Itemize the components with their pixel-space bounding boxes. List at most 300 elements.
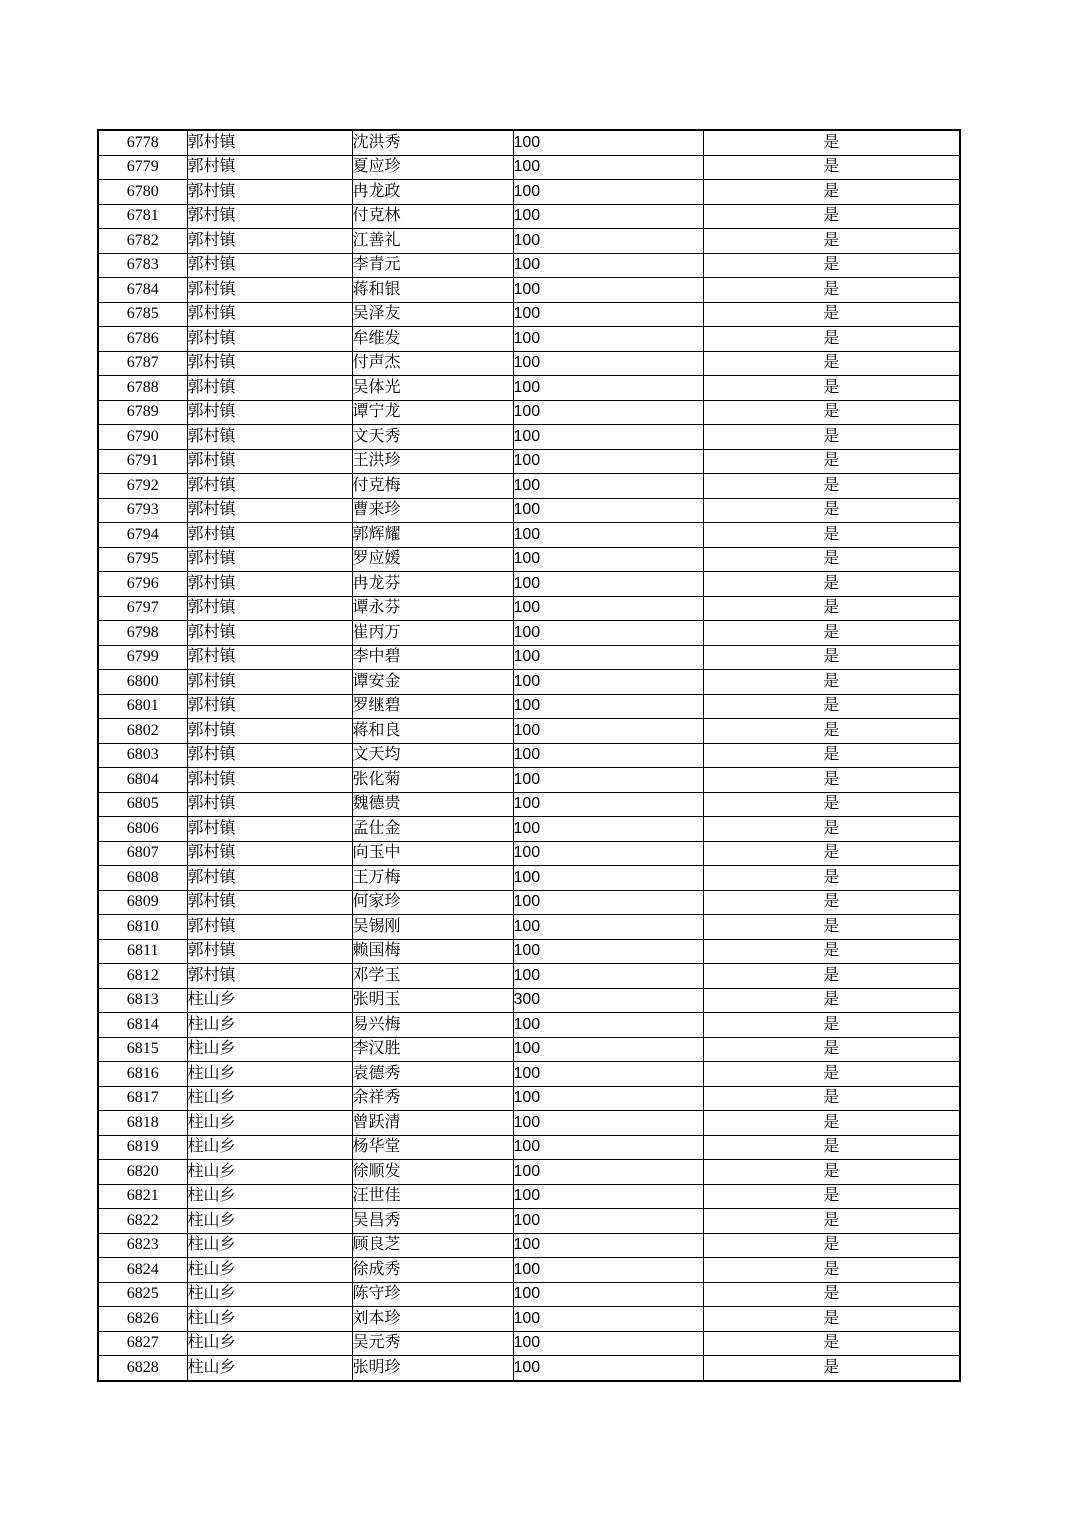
cell-amount: 100 <box>513 547 703 572</box>
cell-name: 张化菊 <box>352 768 513 793</box>
cell-amount: 100 <box>513 841 703 866</box>
cell-serial: 6819 <box>98 1135 187 1160</box>
cell-name: 谭安金 <box>352 670 513 695</box>
cell-township: 郭村镇 <box>187 302 352 327</box>
cell-name: 夏应珍 <box>352 155 513 180</box>
table-row <box>98 670 960 695</box>
cell-name: 付声杰 <box>352 351 513 376</box>
cell-amount: 100 <box>513 1282 703 1307</box>
cell-name: 罗应媛 <box>352 547 513 572</box>
cell-name: 易兴梅 <box>352 1013 513 1038</box>
cell-name: 谭宁龙 <box>352 400 513 425</box>
table-row <box>98 988 960 1013</box>
table-row <box>98 768 960 793</box>
cell-confirmed: 是 <box>703 1282 960 1307</box>
cell-name: 余祥秀 <box>352 1086 513 1111</box>
table-row <box>98 1135 960 1160</box>
cell-amount: 100 <box>513 1307 703 1332</box>
cell-township: 柱山乡 <box>187 1037 352 1062</box>
cell-serial: 6784 <box>98 278 187 303</box>
cell-township: 柱山乡 <box>187 1184 352 1209</box>
table-row <box>98 915 960 940</box>
cell-serial: 6786 <box>98 327 187 352</box>
cell-amount: 100 <box>513 327 703 352</box>
cell-serial: 6798 <box>98 621 187 646</box>
cell-township: 郭村镇 <box>187 572 352 597</box>
cell-township: 郭村镇 <box>187 449 352 474</box>
cell-amount: 100 <box>513 425 703 450</box>
cell-amount: 100 <box>513 400 703 425</box>
cell-name: 罗继碧 <box>352 694 513 719</box>
table-row <box>98 130 960 155</box>
table-row <box>98 376 960 401</box>
table-row <box>98 547 960 572</box>
cell-amount: 100 <box>513 1037 703 1062</box>
cell-confirmed: 是 <box>703 253 960 278</box>
cell-township: 郭村镇 <box>187 939 352 964</box>
cell-amount: 100 <box>513 180 703 205</box>
table-row <box>98 1282 960 1307</box>
table-row <box>98 596 960 621</box>
cell-confirmed: 是 <box>703 400 960 425</box>
table-row <box>98 743 960 768</box>
cell-confirmed: 是 <box>703 939 960 964</box>
table-row <box>98 1037 960 1062</box>
cell-confirmed: 是 <box>703 327 960 352</box>
cell-township: 柱山乡 <box>187 1307 352 1332</box>
table-row <box>98 939 960 964</box>
table-row <box>98 155 960 180</box>
table-body <box>98 130 960 1381</box>
table-row <box>98 817 960 842</box>
cell-name: 李汉胜 <box>352 1037 513 1062</box>
cell-name: 沈洪秀 <box>352 130 513 155</box>
table-row <box>98 204 960 229</box>
cell-township: 郭村镇 <box>187 915 352 940</box>
cell-serial: 6785 <box>98 302 187 327</box>
cell-name: 吴元秀 <box>352 1331 513 1356</box>
cell-name: 杨华堂 <box>352 1135 513 1160</box>
table-row <box>98 645 960 670</box>
table-row <box>98 719 960 744</box>
cell-confirmed: 是 <box>703 768 960 793</box>
cell-confirmed: 是 <box>703 376 960 401</box>
table-row <box>98 1233 960 1258</box>
cell-township: 郭村镇 <box>187 474 352 499</box>
cell-amount: 100 <box>513 645 703 670</box>
table-row <box>98 351 960 376</box>
cell-confirmed: 是 <box>703 204 960 229</box>
cell-confirmed: 是 <box>703 915 960 940</box>
cell-amount: 100 <box>513 1111 703 1136</box>
table-row <box>98 229 960 254</box>
cell-confirmed: 是 <box>703 130 960 155</box>
cell-township: 郭村镇 <box>187 694 352 719</box>
cell-township: 郭村镇 <box>187 547 352 572</box>
cell-amount: 100 <box>513 351 703 376</box>
cell-serial: 6792 <box>98 474 187 499</box>
cell-name: 曹来珍 <box>352 498 513 523</box>
cell-amount: 100 <box>513 719 703 744</box>
cell-township: 郭村镇 <box>187 596 352 621</box>
cell-serial: 6803 <box>98 743 187 768</box>
cell-serial: 6794 <box>98 523 187 548</box>
cell-confirmed: 是 <box>703 743 960 768</box>
cell-serial: 6797 <box>98 596 187 621</box>
table-row <box>98 278 960 303</box>
cell-name: 江善礼 <box>352 229 513 254</box>
cell-serial: 6788 <box>98 376 187 401</box>
cell-amount: 100 <box>513 1013 703 1038</box>
table-row <box>98 302 960 327</box>
cell-amount: 100 <box>513 1356 703 1381</box>
cell-serial: 6796 <box>98 572 187 597</box>
cell-name: 汪世佳 <box>352 1184 513 1209</box>
cell-confirmed: 是 <box>703 1086 960 1111</box>
cell-name: 李青元 <box>352 253 513 278</box>
table-row <box>98 523 960 548</box>
table-row <box>98 572 960 597</box>
cell-serial: 6814 <box>98 1013 187 1038</box>
table-row <box>98 694 960 719</box>
cell-name: 顾良芝 <box>352 1233 513 1258</box>
cell-serial: 6802 <box>98 719 187 744</box>
cell-confirmed: 是 <box>703 229 960 254</box>
cell-name: 魏德贵 <box>352 792 513 817</box>
cell-confirmed: 是 <box>703 547 960 572</box>
cell-amount: 100 <box>513 155 703 180</box>
table-row <box>98 1209 960 1234</box>
cell-confirmed: 是 <box>703 1013 960 1038</box>
cell-confirmed: 是 <box>703 1209 960 1234</box>
cell-township: 柱山乡 <box>187 1013 352 1038</box>
cell-name: 邓学玉 <box>352 964 513 989</box>
cell-amount: 100 <box>513 523 703 548</box>
cell-amount: 100 <box>513 1331 703 1356</box>
cell-serial: 6781 <box>98 204 187 229</box>
cell-name: 吴锡刚 <box>352 915 513 940</box>
cell-serial: 6824 <box>98 1258 187 1283</box>
cell-amount: 100 <box>513 915 703 940</box>
cell-name: 何家珍 <box>352 890 513 915</box>
cell-serial: 6779 <box>98 155 187 180</box>
cell-serial: 6782 <box>98 229 187 254</box>
cell-confirmed: 是 <box>703 1184 960 1209</box>
cell-serial: 6822 <box>98 1209 187 1234</box>
cell-confirmed: 是 <box>703 694 960 719</box>
cell-township: 郭村镇 <box>187 841 352 866</box>
cell-confirmed: 是 <box>703 155 960 180</box>
cell-serial: 6780 <box>98 180 187 205</box>
cell-township: 柱山乡 <box>187 1356 352 1381</box>
cell-confirmed: 是 <box>703 596 960 621</box>
cell-serial: 6808 <box>98 866 187 891</box>
cell-confirmed: 是 <box>703 670 960 695</box>
table-row <box>98 474 960 499</box>
cell-serial: 6801 <box>98 694 187 719</box>
cell-name: 郭辉耀 <box>352 523 513 548</box>
cell-confirmed: 是 <box>703 1111 960 1136</box>
cell-amount: 100 <box>513 1233 703 1258</box>
cell-township: 郭村镇 <box>187 719 352 744</box>
cell-serial: 6799 <box>98 645 187 670</box>
table-row <box>98 890 960 915</box>
cell-amount: 100 <box>513 1062 703 1087</box>
cell-amount: 100 <box>513 278 703 303</box>
cell-confirmed: 是 <box>703 866 960 891</box>
cell-township: 郭村镇 <box>187 130 352 155</box>
cell-township: 郭村镇 <box>187 180 352 205</box>
cell-serial: 6812 <box>98 964 187 989</box>
cell-township: 柱山乡 <box>187 1258 352 1283</box>
table-row <box>98 1258 960 1283</box>
cell-confirmed: 是 <box>703 841 960 866</box>
table-row <box>98 964 960 989</box>
table-row <box>98 400 960 425</box>
cell-serial: 6807 <box>98 841 187 866</box>
cell-amount: 100 <box>513 890 703 915</box>
table-row <box>98 1013 960 1038</box>
cell-township: 郭村镇 <box>187 376 352 401</box>
cell-name: 付克林 <box>352 204 513 229</box>
cell-confirmed: 是 <box>703 890 960 915</box>
cell-amount: 100 <box>513 1258 703 1283</box>
cell-confirmed: 是 <box>703 988 960 1013</box>
cell-confirmed: 是 <box>703 1258 960 1283</box>
cell-amount: 100 <box>513 229 703 254</box>
cell-name: 文天均 <box>352 743 513 768</box>
cell-confirmed: 是 <box>703 1233 960 1258</box>
table-row <box>98 425 960 450</box>
cell-name: 牟维发 <box>352 327 513 352</box>
table-row <box>98 253 960 278</box>
cell-amount: 100 <box>513 1184 703 1209</box>
table-row <box>98 1307 960 1332</box>
cell-township: 郭村镇 <box>187 523 352 548</box>
cell-serial: 6806 <box>98 817 187 842</box>
cell-serial: 6816 <box>98 1062 187 1087</box>
cell-township: 郭村镇 <box>187 229 352 254</box>
table-row <box>98 1062 960 1087</box>
cell-amount: 100 <box>513 302 703 327</box>
cell-name: 付克梅 <box>352 474 513 499</box>
cell-confirmed: 是 <box>703 1356 960 1381</box>
cell-township: 郭村镇 <box>187 670 352 695</box>
cell-amount: 100 <box>513 253 703 278</box>
cell-confirmed: 是 <box>703 621 960 646</box>
cell-name: 赖国梅 <box>352 939 513 964</box>
cell-confirmed: 是 <box>703 792 960 817</box>
cell-township: 郭村镇 <box>187 425 352 450</box>
cell-confirmed: 是 <box>703 351 960 376</box>
cell-confirmed: 是 <box>703 498 960 523</box>
table-row <box>98 841 960 866</box>
cell-confirmed: 是 <box>703 1160 960 1185</box>
cell-confirmed: 是 <box>703 645 960 670</box>
table-row <box>98 1356 960 1381</box>
cell-township: 郭村镇 <box>187 204 352 229</box>
cell-township: 柱山乡 <box>187 1135 352 1160</box>
cell-confirmed: 是 <box>703 278 960 303</box>
cell-name: 袁德秀 <box>352 1062 513 1087</box>
table-row <box>98 1331 960 1356</box>
cell-confirmed: 是 <box>703 1062 960 1087</box>
cell-township: 郭村镇 <box>187 866 352 891</box>
cell-serial: 6809 <box>98 890 187 915</box>
cell-confirmed: 是 <box>703 523 960 548</box>
cell-confirmed: 是 <box>703 719 960 744</box>
cell-name: 张明玉 <box>352 988 513 1013</box>
cell-name: 吴泽友 <box>352 302 513 327</box>
cell-serial: 6828 <box>98 1356 187 1381</box>
cell-confirmed: 是 <box>703 817 960 842</box>
cell-confirmed: 是 <box>703 572 960 597</box>
cell-amount: 100 <box>513 498 703 523</box>
cell-serial: 6791 <box>98 449 187 474</box>
cell-amount: 100 <box>513 1160 703 1185</box>
cell-name: 王洪珍 <box>352 449 513 474</box>
cell-serial: 6810 <box>98 915 187 940</box>
cell-name: 陈守珍 <box>352 1282 513 1307</box>
table-row <box>98 498 960 523</box>
cell-confirmed: 是 <box>703 1331 960 1356</box>
cell-township: 郭村镇 <box>187 400 352 425</box>
table-row <box>98 1086 960 1111</box>
cell-name: 向玉中 <box>352 841 513 866</box>
cell-name: 蒋和银 <box>352 278 513 303</box>
table-row <box>98 1160 960 1185</box>
cell-amount: 100 <box>513 621 703 646</box>
cell-confirmed: 是 <box>703 1307 960 1332</box>
cell-township: 柱山乡 <box>187 1160 352 1185</box>
cell-serial: 6811 <box>98 939 187 964</box>
cell-township: 柱山乡 <box>187 1086 352 1111</box>
cell-serial: 6795 <box>98 547 187 572</box>
cell-name: 刘本珍 <box>352 1307 513 1332</box>
cell-township: 柱山乡 <box>187 988 352 1013</box>
cell-township: 郭村镇 <box>187 964 352 989</box>
cell-township: 郭村镇 <box>187 498 352 523</box>
cell-confirmed: 是 <box>703 964 960 989</box>
cell-township: 郭村镇 <box>187 327 352 352</box>
cell-township: 郭村镇 <box>187 743 352 768</box>
cell-township: 柱山乡 <box>187 1111 352 1136</box>
cell-serial: 6800 <box>98 670 187 695</box>
table-row <box>98 327 960 352</box>
cell-name: 王万梅 <box>352 866 513 891</box>
cell-township: 郭村镇 <box>187 890 352 915</box>
cell-amount: 100 <box>513 376 703 401</box>
cell-amount: 100 <box>513 670 703 695</box>
cell-township: 郭村镇 <box>187 621 352 646</box>
cell-township: 郭村镇 <box>187 768 352 793</box>
cell-amount: 100 <box>513 866 703 891</box>
cell-serial: 6825 <box>98 1282 187 1307</box>
cell-amount: 300 <box>513 988 703 1013</box>
cell-name: 崔丙万 <box>352 621 513 646</box>
cell-name: 文天秀 <box>352 425 513 450</box>
cell-amount: 100 <box>513 939 703 964</box>
cell-confirmed: 是 <box>703 302 960 327</box>
cell-amount: 100 <box>513 694 703 719</box>
cell-name: 冉龙政 <box>352 180 513 205</box>
cell-amount: 100 <box>513 1135 703 1160</box>
cell-name: 蒋和良 <box>352 719 513 744</box>
cell-serial: 6778 <box>98 130 187 155</box>
cell-name: 徐成秀 <box>352 1258 513 1283</box>
cell-serial: 6787 <box>98 351 187 376</box>
cell-township: 柱山乡 <box>187 1233 352 1258</box>
cell-serial: 6804 <box>98 768 187 793</box>
cell-serial: 6823 <box>98 1233 187 1258</box>
cell-serial: 6789 <box>98 400 187 425</box>
cell-serial: 6815 <box>98 1037 187 1062</box>
table-row <box>98 792 960 817</box>
cell-township: 郭村镇 <box>187 278 352 303</box>
cell-amount: 100 <box>513 204 703 229</box>
cell-serial: 6783 <box>98 253 187 278</box>
cell-serial: 6826 <box>98 1307 187 1332</box>
cell-township: 柱山乡 <box>187 1282 352 1307</box>
table-row <box>98 1184 960 1209</box>
cell-township: 郭村镇 <box>187 792 352 817</box>
cell-name: 张明珍 <box>352 1356 513 1381</box>
cell-confirmed: 是 <box>703 449 960 474</box>
cell-name: 李中碧 <box>352 645 513 670</box>
cell-serial: 6813 <box>98 988 187 1013</box>
cell-township: 柱山乡 <box>187 1209 352 1234</box>
records-table <box>97 129 961 1382</box>
cell-name: 孟仕金 <box>352 817 513 842</box>
cell-amount: 100 <box>513 130 703 155</box>
cell-township: 郭村镇 <box>187 253 352 278</box>
cell-amount: 100 <box>513 964 703 989</box>
cell-township: 柱山乡 <box>187 1331 352 1356</box>
cell-amount: 100 <box>513 792 703 817</box>
cell-confirmed: 是 <box>703 425 960 450</box>
cell-name: 冉龙芬 <box>352 572 513 597</box>
cell-serial: 6820 <box>98 1160 187 1185</box>
cell-amount: 100 <box>513 1086 703 1111</box>
cell-amount: 100 <box>513 743 703 768</box>
cell-amount: 100 <box>513 449 703 474</box>
cell-serial: 6793 <box>98 498 187 523</box>
cell-amount: 100 <box>513 596 703 621</box>
cell-amount: 100 <box>513 474 703 499</box>
cell-serial: 6805 <box>98 792 187 817</box>
cell-amount: 100 <box>513 572 703 597</box>
cell-amount: 100 <box>513 817 703 842</box>
cell-serial: 6790 <box>98 425 187 450</box>
cell-confirmed: 是 <box>703 1135 960 1160</box>
cell-serial: 6821 <box>98 1184 187 1209</box>
cell-confirmed: 是 <box>703 180 960 205</box>
cell-township: 郭村镇 <box>187 155 352 180</box>
cell-name: 吴体光 <box>352 376 513 401</box>
cell-name: 吴昌秀 <box>352 1209 513 1234</box>
cell-serial: 6818 <box>98 1111 187 1136</box>
table-row <box>98 621 960 646</box>
cell-township: 郭村镇 <box>187 645 352 670</box>
cell-township: 郭村镇 <box>187 817 352 842</box>
table-row <box>98 180 960 205</box>
cell-confirmed: 是 <box>703 1037 960 1062</box>
table-row <box>98 449 960 474</box>
cell-amount: 100 <box>513 1209 703 1234</box>
table-row <box>98 1111 960 1136</box>
cell-amount: 100 <box>513 768 703 793</box>
cell-township: 郭村镇 <box>187 351 352 376</box>
